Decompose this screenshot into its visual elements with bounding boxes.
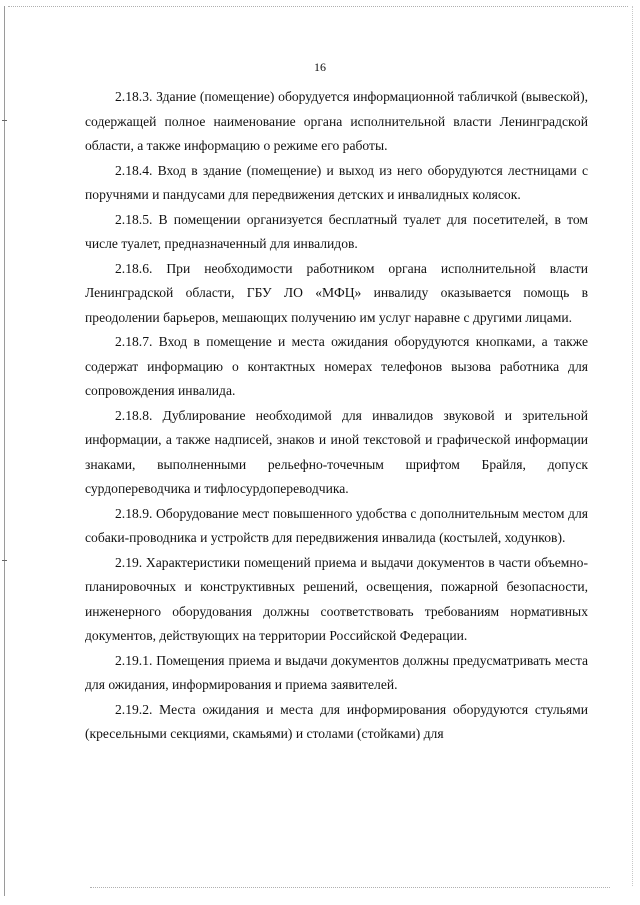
paragraph-2-18-7: 2.18.7. Вход в помещение и места ожидания оборудуются кнопками, а также содержат информацию о контактных номерах телефонов вызова работника для сопровождения инвалида. — [85, 334, 588, 398]
scan-edge-right — [632, 6, 634, 886]
scan-edge-top — [8, 6, 628, 8]
scan-edge-left — [4, 6, 5, 896]
paragraph-2-18-4: 2.18.4. Вход в здание (помещение) и выход из него оборудуются лестницами с поручнями и пандусами для передвижения детских и инвалидных колясок. — [85, 162, 588, 202]
paragraph-2-19-2: 2.19.2. Места ожидания и места для информирования оборудуются стульями (кресельными секциями, скамьями) и столами (стойками) для — [85, 701, 588, 741]
paragraph-2-18-3: 2.18.3. Здание (помещение) оборудуется информационной табличкой (вывеской), содержащей полное наименование органа исполнительной власти Ленинградской области, а также информацию о режиме его работы. — [85, 89, 588, 153]
paragraph-2-18-8: 2.18.8. Дублирование необходимой для инвалидов звуковой и зрительной информации, а также надписей, знаков и иной текстовой и графической информации знаками, выполненными рельефно-точечным шрифтом Брайля, допуск сурдопереводчика и тифлосурдопереводчика. — [85, 407, 588, 496]
paragraph-2-18-9: 2.18.9. Оборудование мест повышенного удобства с дополнительным местом для собаки-проводника и устройств для передвижения инвалида (костылей, ходунков). — [85, 505, 588, 545]
page-number: 16 — [314, 60, 326, 74]
paragraph-2-18-6: 2.18.6. При необходимости работником органа исполнительной власти Ленинградской области, ГБУ ЛО «МФЦ» инвалиду оказывается помощь в преодолении барьеров, мешающих получению им услуг наравне с другими лицами. — [85, 260, 588, 325]
paragraph-2-19-1: 2.19.1. Помещения приема и выдачи документов должны предусматривать места для ожидания, информирования и приема заявителей. — [85, 652, 588, 692]
paragraph-2-18-5: 2.18.5. В помещении организуется бесплатный туалет для посетителей, в том числе туалет, предназначенный для инвалидов. — [85, 211, 588, 251]
scan-edge-bottom — [90, 887, 610, 889]
paragraph-2-19: 2.19. Характеристики помещений приема и выдачи документов в части объемно-планировочных и конструктивных решений, освещения, пожарной безопасности, инженерного оборудования должны соответствовать требованиям нормативных документов, действующих на территории Российской Федерации. — [85, 554, 588, 643]
scan-mark — [2, 120, 7, 121]
scan-mark — [2, 560, 7, 561]
document-body — [85, 85, 588, 747]
